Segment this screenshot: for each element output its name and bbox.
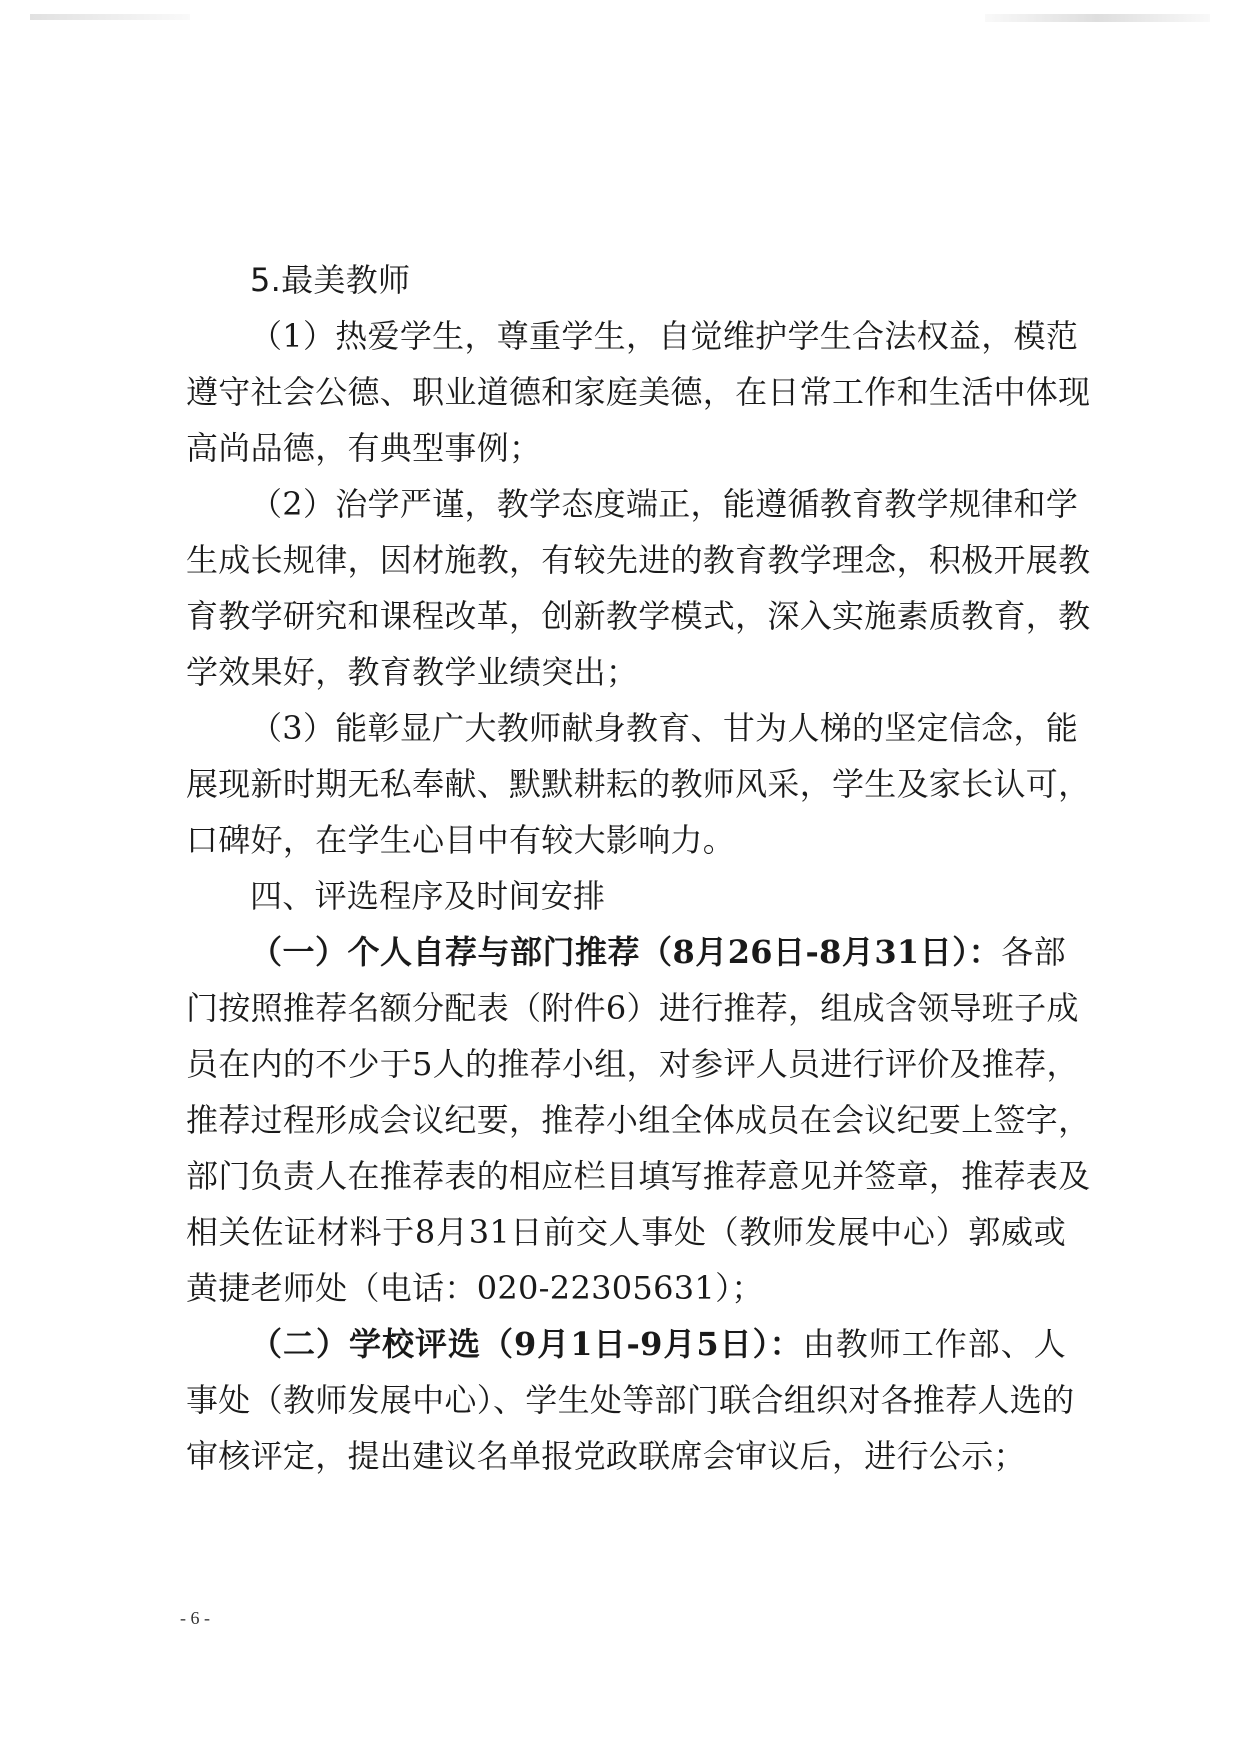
section-heading-5: 5.最美教师 [250,261,411,299]
step-2-first-line [186,1316,1066,1372]
criterion-2-line-4: 学效果好，教育教学业绩突出； [186,653,639,691]
step-1-first-line-rest: 各部 [1001,933,1066,971]
step-1-line-5: 部门负责人在推荐表的相应栏目填写推荐意见并签章，推荐表及 [186,1157,1091,1195]
step-1-line-4: 推荐过程形成会议纪要，推荐小组全体成员在会议纪要上签字， [186,1101,1091,1139]
step-2-first-line-rest: 由教师工作部、人 [802,1325,1067,1363]
scan-artifact-left [30,14,190,20]
criterion-2-line-1: （2）治学严谨，教学态度端正，能遵循教育教学规律和学 [250,485,1079,523]
criterion-2-line-3: 育教学研究和课程改革，创新教学模式，深入实施素质教育，教 [186,597,1091,635]
step-2-title: （二）学校评选（9月1日-9月5日）： [250,1325,803,1363]
step-2-line-2: 事处（教师发展中心）、学生处等部门联合组织对各推荐人选的 [186,1381,1075,1419]
section-heading-4: 四、评选程序及时间安排 [250,877,606,915]
step-1-line-7: 黄捷老师处（电话：020-22305631）； [186,1269,764,1307]
step-1-title: （一）个人自荐与部门推荐（8月26日-8月31日）： [250,933,1002,971]
page-content [186,252,1091,1484]
scan-artifact-right [985,14,1210,22]
step-1-line-2: 门按照推荐名额分配表（附件6）进行推荐，组成含领导班子成 [186,989,1079,1027]
criterion-3-line-1: （3）能彰显广大教师献身教育、甘为人梯的坚定信念，能 [250,709,1079,747]
step-1-line-6: 相关佐证材料于8月31日前交人事处（教师发展中心）郭威或 [186,1213,1066,1251]
step-1-first-line [186,924,1066,980]
step-1-line-3: 员在内的不少于5人的推荐小组，对参评人员进行评价及推荐， [186,1045,1079,1083]
page-number: - 6 - [180,1608,210,1628]
criterion-3-line-2: 展现新时期无私奉献、默默耕耘的教师风采，学生及家长认可， [186,765,1091,803]
criterion-1-line-2: 遵守社会公德、职业道德和家庭美德，在日常工作和生活中体现 [186,373,1091,411]
criterion-1-line-1: （1）热爱学生，尊重学生，自觉维护学生合法权益，模范 [250,317,1079,355]
criterion-2-line-2: 生成长规律，因材施教，有较先进的教育教学理念，积极开展教 [186,541,1091,579]
criterion-3-line-3: 口碑好，在学生心目中有较大影响力。 [186,821,736,859]
criterion-1-line-3: 高尚品德，有典型事例； [186,429,542,467]
step-2-line-3: 审核评定，提出建议名单报党政联席会审议后，进行公示； [186,1437,1026,1475]
